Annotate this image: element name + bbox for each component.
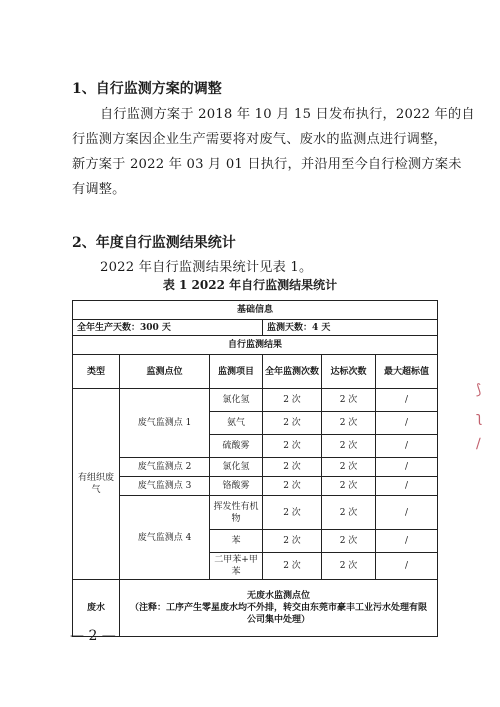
results-table: [72, 300, 438, 637]
pass-cell: 2 次: [322, 435, 376, 458]
times-cell: 2 次: [263, 496, 322, 530]
max-cell: /: [376, 412, 438, 435]
pass-cell: 2 次: [322, 530, 376, 553]
section2-intro: 2022 年自行监测结果统计见表 1。: [100, 260, 313, 275]
table-row: [73, 389, 438, 412]
water-type-cell: 废水: [73, 580, 120, 637]
point-cell: 废气监测点 1: [120, 389, 210, 458]
point-cell: 废气监测点 4: [120, 496, 210, 580]
max-cell: /: [376, 496, 438, 530]
table-row: [73, 458, 438, 477]
header-times: 全年监测次数: [263, 355, 322, 389]
max-cell: /: [376, 553, 438, 580]
point-cell: 废气监测点 2: [120, 458, 210, 477]
times-cell: 2 次: [263, 389, 322, 412]
item-cell: 苯: [210, 530, 263, 553]
pass-cell: 2 次: [322, 412, 376, 435]
item-cell: 硫酸雾: [210, 435, 263, 458]
item-cell: 铬酸雾: [210, 477, 263, 496]
results-title: 自行监测结果: [73, 336, 438, 355]
header-type: 类型: [73, 355, 120, 389]
section1-line-3: 新方案于 2022 年 03 月 01 日执行，并沿用至今自行检测方案未: [72, 157, 462, 172]
header-pass: 达标次数: [322, 355, 376, 389]
production-days: 全年生产天数：300 天: [73, 320, 263, 336]
max-cell: /: [376, 389, 438, 412]
section2-heading: 2、年度自行监测结果统计: [72, 235, 236, 251]
item-cell: 二甲苯+甲苯: [210, 553, 263, 580]
item-cell: 氨气: [210, 412, 263, 435]
header-point: 监测点位: [120, 355, 210, 389]
header-max: 最大超标值: [376, 355, 438, 389]
seal-edge-mark: ʅ: [476, 410, 483, 426]
max-cell: /: [376, 477, 438, 496]
times-cell: 2 次: [263, 477, 322, 496]
basic-info-title: 基础信息: [73, 301, 438, 320]
header-item: 监测项目: [210, 355, 263, 389]
water-note: （注释：工序产生零星废水均不外排，转交由东莞市豪丰工业污水处理有限公司集中处理）: [130, 603, 428, 625]
pass-cell: 2 次: [322, 477, 376, 496]
table-row: [73, 496, 438, 530]
section1-line-1: 自行监测方案于 2018 年 10 月 15 日发布执行，2022 年的自: [100, 107, 475, 122]
item-cell: 氯化氢: [210, 458, 263, 477]
water-info-cell: [120, 580, 438, 637]
gas-type-cell: 有组织废气: [73, 389, 120, 580]
max-cell: /: [376, 458, 438, 477]
max-cell: /: [376, 435, 438, 458]
seal-edge-mark: ∕: [476, 436, 481, 452]
times-cell: 2 次: [263, 435, 322, 458]
times-cell: 2 次: [263, 553, 322, 580]
item-cell: 挥发性有机物: [210, 496, 263, 530]
pass-cell: 2 次: [322, 389, 376, 412]
pass-cell: 2 次: [322, 458, 376, 477]
section1-heading: 1、自行监测方案的调整: [72, 81, 222, 97]
table-caption: 表 1 2022 年自行监测结果统计: [162, 278, 338, 292]
max-cell: /: [376, 530, 438, 553]
times-cell: 2 次: [263, 530, 322, 553]
point-cell: 废气监测点 3: [120, 477, 210, 496]
pass-cell: 2 次: [322, 496, 376, 530]
times-cell: 2 次: [263, 412, 322, 435]
section1-line-2: 行监测方案因企业生产需要将对废气、废水的监测点进行调整，: [72, 132, 447, 147]
monitoring-days: 监测天数：4 天: [263, 320, 438, 336]
water-row: [73, 580, 438, 637]
table-row: [73, 477, 438, 496]
pass-cell: 2 次: [322, 553, 376, 580]
page-number: — 2 —: [70, 628, 116, 644]
item-cell: 氯化氢: [210, 389, 263, 412]
times-cell: 2 次: [263, 458, 322, 477]
section1-line-4: 有调整。: [72, 182, 126, 197]
water-title: 无废水监测点位: [247, 591, 311, 601]
seal-edge-mark: ⟆: [476, 382, 482, 398]
